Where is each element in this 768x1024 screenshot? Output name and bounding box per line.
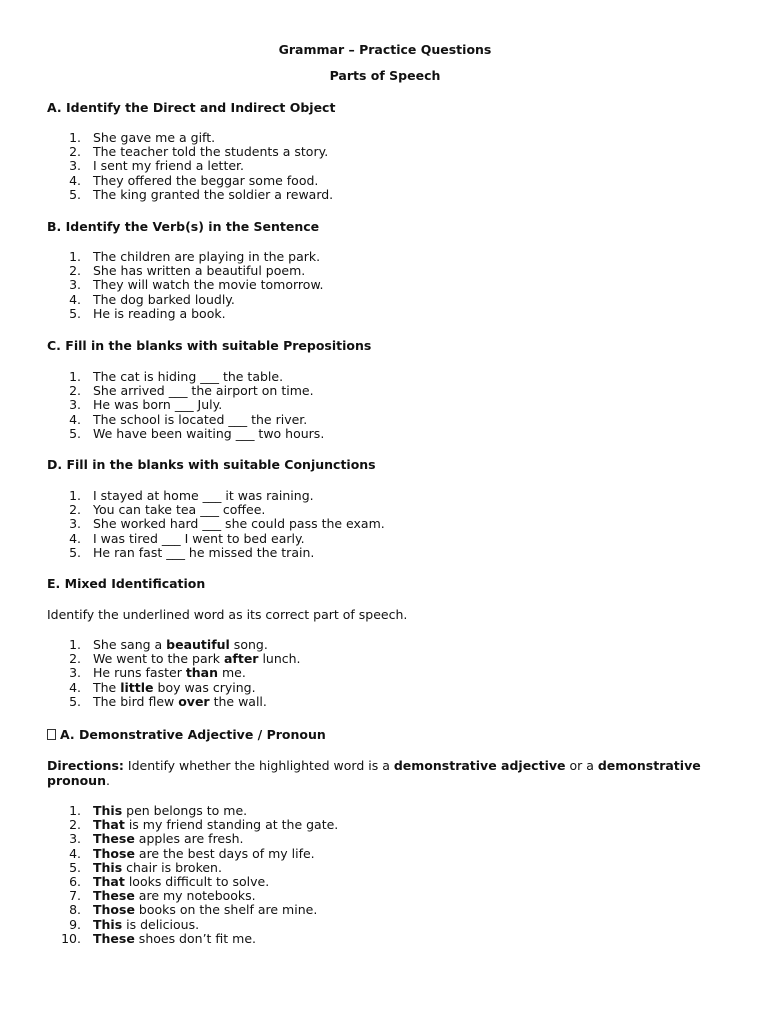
list-item: 4. The school is located ___ the river. — [69, 411, 308, 427]
section-e-heading: E. Mixed Identification — [47, 576, 206, 591]
list-item: 4. Those are the best days of my life. — [69, 845, 315, 861]
target-word: little — [120, 679, 154, 695]
target-word: These — [93, 888, 135, 904]
section-e-list — [47, 638, 301, 709]
list-item: 9. This is delicious. — [69, 916, 200, 932]
list-item: 1. This pen belongs to me. — [69, 803, 248, 818]
target-word: This — [93, 916, 123, 932]
demonstrative-heading: A. Demonstrative Adjective / Pronoun — [47, 727, 326, 742]
list-item: 6. That looks difficult to solve. — [69, 873, 270, 889]
list-item: 5. We have been waiting ___ two hours. — [69, 425, 325, 441]
section-d-list — [47, 489, 385, 560]
list-item: 4. The little boy was crying. — [69, 679, 256, 695]
list-item: 1. She gave me a gift. — [69, 130, 216, 145]
target-word: That — [93, 873, 125, 889]
list-item: 4. I was tired ___ I went to bed early. — [69, 530, 305, 546]
list-item: 10. These shoes don’t fit me. — [61, 930, 257, 946]
target-word: Those — [93, 845, 135, 861]
target-word: These — [93, 831, 135, 847]
list-item: 2. That is my friend standing at the gate. — [69, 817, 339, 833]
document-title: Grammar – Practice Questions — [278, 42, 492, 57]
target-word: over — [178, 693, 210, 709]
list-item: 3. He runs faster than me. — [69, 665, 246, 681]
list-item: 2. She arrived ___ the airport on time. — [69, 383, 314, 399]
list-item: 1. The cat is hiding ___ the table. — [69, 369, 284, 384]
section-a-heading: A. Identify the Direct and Indirect Object — [47, 100, 336, 115]
list-item: 5. He ran fast ___ he missed the train. — [69, 544, 315, 560]
list-item: 1. The children are playing in the park. — [69, 249, 321, 264]
target-word: This — [93, 859, 123, 875]
target-word: That — [93, 817, 125, 833]
list-item: 1. She sang a beautiful song. — [69, 637, 268, 652]
directions-text: Directions: Identify whether the highlighted word is a demonstrative adjective or a demonstrative pronoun. — [47, 758, 701, 788]
list-item: 2. We went to the park after lunch. — [69, 651, 301, 667]
section-d-heading: D. Fill in the blanks with suitable Conjunctions — [47, 457, 376, 472]
list-item: 3. She worked hard ___ she could pass the exam. — [69, 516, 385, 532]
list-item: 5. The king granted the soldier a reward. — [69, 186, 334, 202]
section-b-list — [47, 250, 324, 321]
list-item: 5. He is reading a book. — [69, 305, 226, 321]
list-item: 2. You can take tea ___ coffee. — [69, 502, 266, 518]
section-c-heading: C. Fill in the blanks with suitable Prepositions — [47, 338, 372, 353]
section-b-heading: B. Identify the Verb(s) in the Sentence — [47, 219, 320, 234]
list-item: 5. The bird flew over the wall. — [69, 693, 267, 709]
list-item: 4. They offered the beggar some food. — [69, 172, 319, 188]
section-a-list — [47, 131, 333, 202]
list-item: 1. I stayed at home ___ it was raining. — [69, 488, 314, 503]
missing-glyph-icon — [47, 729, 56, 740]
list-item: 7. These are my notebooks. — [69, 888, 256, 904]
target-word: after — [223, 651, 259, 667]
demonstrative-list — [47, 804, 338, 946]
list-item: 4. The dog barked loudly. — [69, 291, 235, 307]
list-item: 8. Those books on the shelf are mine. — [69, 902, 318, 918]
list-item: 3. I sent my friend a letter. — [69, 158, 244, 174]
list-item: 3. These apples are fresh. — [69, 831, 244, 847]
target-word: These — [93, 930, 135, 946]
section-e-instructions: Identify the underlined word as its correct part of speech. — [47, 607, 408, 622]
target-word: beautiful — [166, 637, 230, 652]
target-word: Those — [93, 902, 135, 918]
list-item: 3. They will watch the movie tomorrow. — [69, 277, 324, 293]
document-subtitle: Parts of Speech — [329, 68, 441, 83]
list-item: 2. The teacher told the students a story. — [69, 144, 329, 160]
section-c-list — [47, 370, 324, 441]
list-item: 3. He was born ___ July. — [69, 397, 223, 413]
list-item: 2. She has written a beautiful poem. — [69, 263, 306, 279]
target-word: This — [93, 803, 123, 818]
list-item: 5. This chair is broken. — [69, 859, 222, 875]
target-word: than — [185, 665, 219, 681]
